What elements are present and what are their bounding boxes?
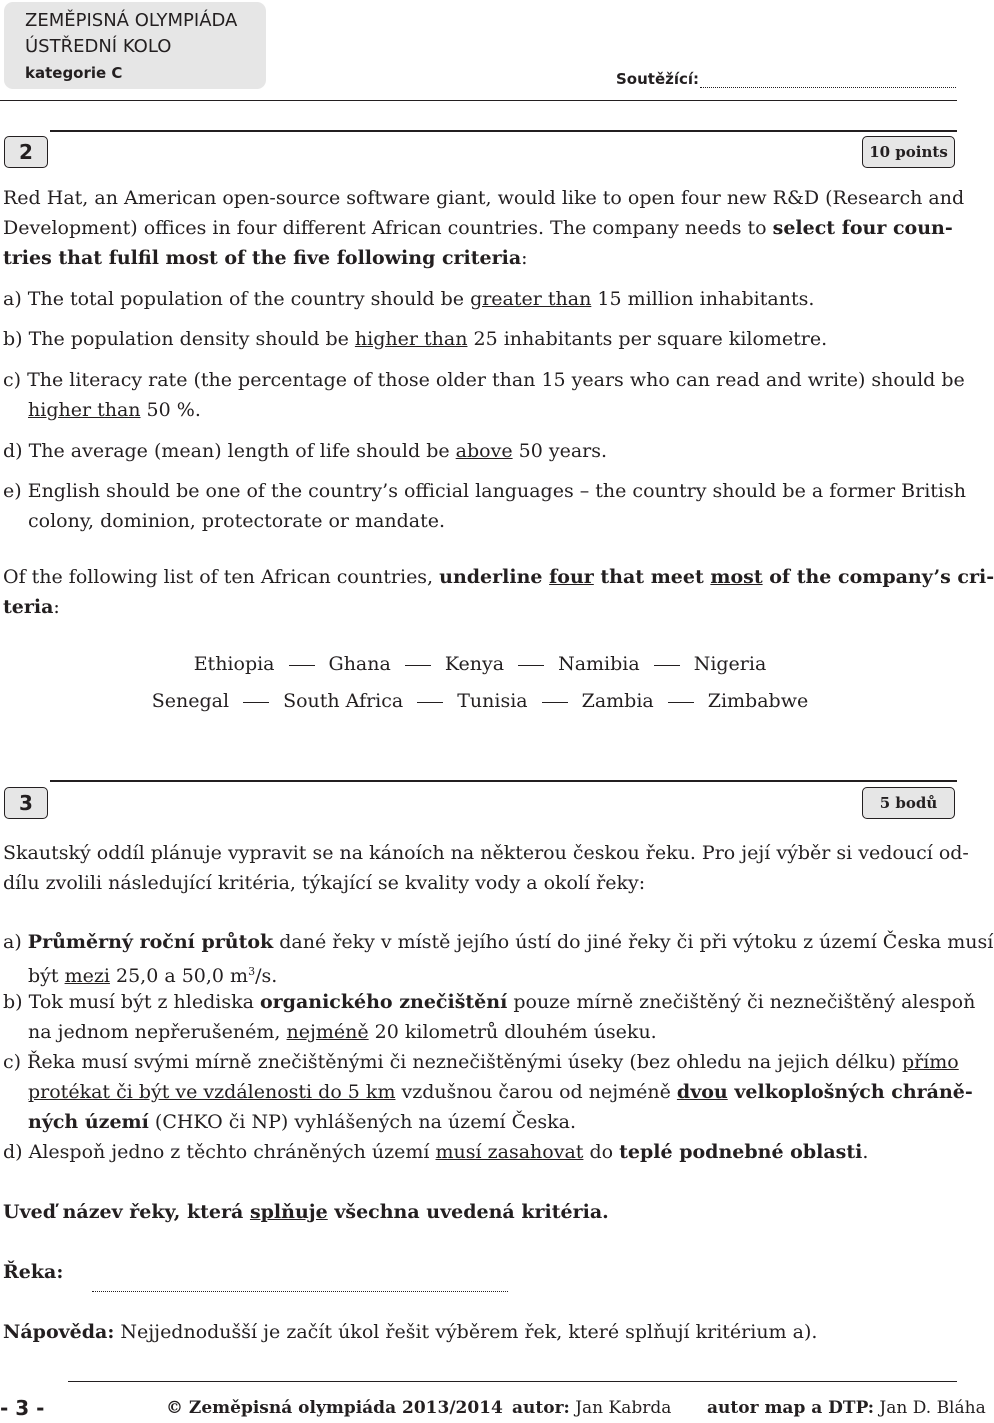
- task-3-criterion-d: d) Alespoň jedno z těchto chráněných území musí zasahovat do teplé podnebné oblasti.: [3, 1141, 869, 1163]
- author-credit: autor: Jan Kabrda: [512, 1398, 672, 1418]
- header-category: kategorie C: [25, 64, 123, 82]
- header-rule: [0, 100, 957, 101]
- task-2-points: 10 points: [862, 136, 955, 168]
- task-3-intro-line1: Skautský oddíl plánuje vypravit se na kánoích na některou českou řeku. Pro její výběr si vedoucí od-: [3, 842, 969, 864]
- dash-separator: [668, 702, 694, 703]
- task-3-rule: [50, 780, 957, 782]
- dash-separator: [542, 702, 568, 703]
- page-number: - 3 -: [0, 1396, 45, 1420]
- criterion-a: a) The total population of the country should be greater than 15 million inhabitants.: [3, 288, 815, 310]
- task-3-points: 5 bodů: [862, 787, 955, 819]
- task-2-number: 2: [4, 136, 48, 168]
- criterion-d: d) The average (mean) length of life should be above 50 years.: [3, 440, 608, 462]
- criterion-c: c) The literacy rate (the percentage of those older than 15 years who can read and write) should be: [3, 369, 965, 391]
- country-ethiopia[interactable]: Ethiopia: [193, 653, 275, 675]
- country-senegal[interactable]: Senegal: [151, 690, 230, 712]
- task-3-criterion-a-cont: být mezi 25,0 a 50,0 $m^3/s$.: [28, 965, 278, 987]
- answer-field[interactable]: [92, 1291, 508, 1292]
- dash-separator: [289, 665, 315, 666]
- task-2-intro-line1: Red Hat, an American open-source software giant, would like to open four new R&D (Research and: [3, 187, 965, 209]
- task-3-criterion-c-cont2: ných území (CHKO či NP) vyhlášených na území Česka.: [28, 1111, 576, 1133]
- country-kenya[interactable]: Kenya: [444, 653, 505, 675]
- country-south-africa[interactable]: South Africa: [283, 690, 404, 712]
- country-list-row-1: [0, 649, 960, 679]
- header-title: ZEMĚPISNÁ OLYMPIÁDA: [25, 10, 238, 31]
- task-3-number: 3: [4, 787, 48, 819]
- criterion-c-cont: higher than 50 %.: [28, 399, 201, 421]
- country-zambia[interactable]: Zambia: [581, 690, 654, 712]
- country-ghana[interactable]: Ghana: [328, 653, 391, 675]
- maps-credit: autor map a DTP: Jan D. Bláha: [707, 1398, 986, 1418]
- competitor-label: Soutěžící:: [616, 70, 700, 88]
- answer-label: Řeka:: [3, 1261, 64, 1283]
- country-zimbabwe[interactable]: Zimbabwe: [707, 690, 809, 712]
- competitor-name-field[interactable]: [700, 87, 956, 88]
- dash-separator: [654, 665, 680, 666]
- country-nigeria[interactable]: Nigeria: [693, 653, 767, 675]
- dash-separator: [243, 702, 269, 703]
- task-3-instruction: Uveď název řeky, která splňuje všechna uvedená kritéria.: [3, 1201, 609, 1223]
- header-round: ÚSTŘEDNÍ KOLO: [25, 36, 172, 57]
- country-list-row-2: [0, 686, 960, 716]
- task-2-rule: [50, 130, 957, 132]
- task-3-intro-line2: dílu zvolili následující kritéria, týkající se kvality vody a okolí řeky:: [3, 872, 646, 894]
- task-2-question-line2: teria:: [3, 596, 60, 618]
- footer-rule: [68, 1381, 957, 1382]
- task-3-criterion-c: c) Řeka musí svými mírně znečištěnými či neznečištěnými úseky (bez ohledu na jejich délku) přímo: [3, 1051, 959, 1073]
- dash-separator: [405, 665, 431, 666]
- task-2-intro-line3: tries that fulfil most of the five following criteria:: [3, 247, 528, 269]
- task-3-criterion-b: b) Tok musí být z hlediska organického znečištění pouze mírně znečištěný či neznečištěný alespoň: [3, 991, 976, 1013]
- task-3-criterion-c-cont1: protékat či být ve vzdálenosti do 5 km vzdušnou čarou od nejméně dvou velkoplošných chráně-: [28, 1081, 973, 1103]
- copyright: © Zeměpisná olympiáda 2013/2014: [166, 1398, 503, 1418]
- dash-separator: [417, 702, 443, 703]
- criterion-e-cont: colony, dominion, protectorate or mandate.: [28, 510, 446, 532]
- criterion-e: e) English should be one of the country’s official languages – the country should be a former British: [3, 480, 966, 502]
- country-namibia[interactable]: Namibia: [558, 653, 640, 675]
- task-3-criterion-b-cont: na jednom nepřerušeném, nejméně 20 kilometrů dlouhém úseku.: [28, 1021, 657, 1043]
- country-tunisia[interactable]: Tunisia: [457, 690, 528, 712]
- task-2-intro-line2: Development) offices in four different African countries. The company needs to select four coun-: [3, 217, 953, 239]
- dash-separator: [518, 665, 544, 666]
- task-2-question-line1: Of the following list of ten African countries, underline four that meet most of the company’s cri-: [3, 566, 994, 588]
- task-3-criterion-a: a) Průměrný roční průtok dané řeky v místě jejího ústí do jiné řeky či při výtoku z území Česka musí: [3, 931, 994, 953]
- hint: Nápověda: Nejjednodušší je začít úkol řešit výběrem řek, které splňují kritérium a).: [3, 1321, 818, 1343]
- criterion-b: b) The population density should be higher than 25 inhabitants per square kilometre.: [3, 328, 828, 350]
